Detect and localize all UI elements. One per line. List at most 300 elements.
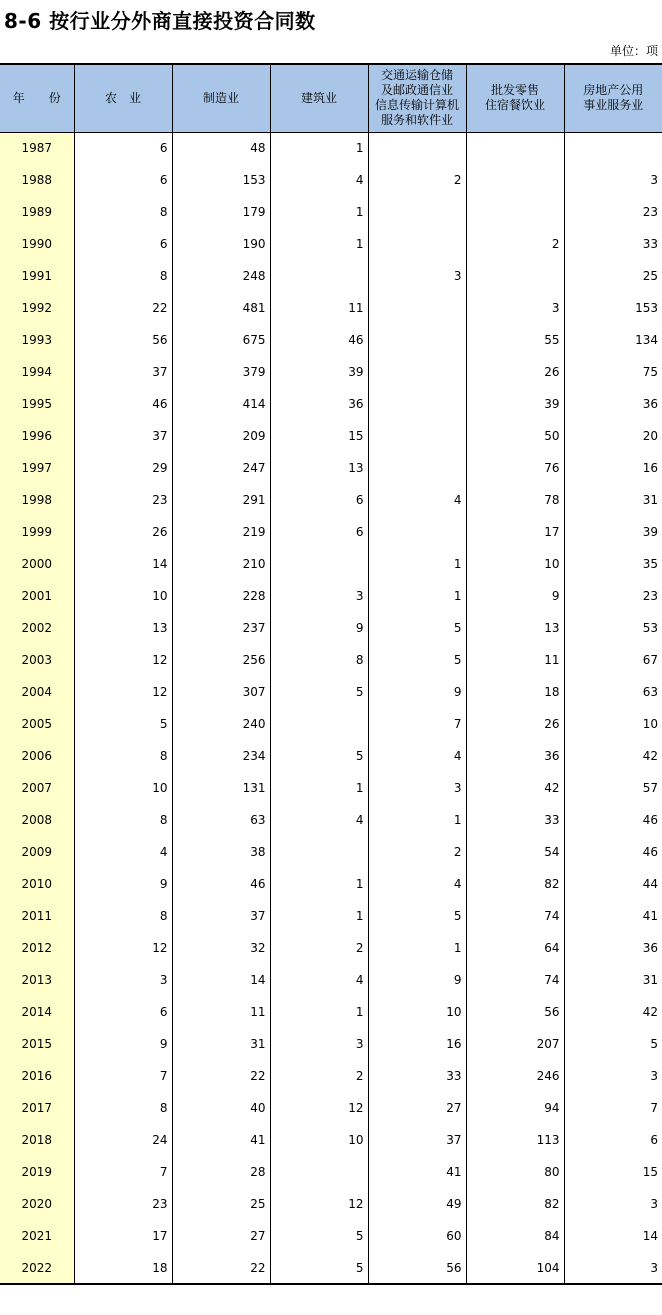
value-cell-manufacturing: 291 [172,484,270,516]
year-cell: 2014 [0,996,74,1028]
table-row [0,644,662,676]
value-cell-transport-it: 4 [368,740,466,772]
value-cell-transport-it [368,356,466,388]
value-cell-agriculture: 8 [74,900,172,932]
value-cell-manufacturing: 48 [172,132,270,164]
value-cell-construction: 3 [270,580,368,612]
value-cell-construction [270,836,368,868]
value-cell-real-estate: 3 [650,173,658,187]
value-cell-transport-it: 16 [368,1028,466,1060]
value-cell-transport-it: 9 [368,964,466,996]
value-cell-construction: 46 [270,324,368,356]
table-row [0,1188,662,1220]
year-cell: 1988 [0,164,74,196]
year-cell: 1999 [0,516,74,548]
value-cell-manufacturing: 675 [172,324,270,356]
value-cell-manufacturing: 234 [172,740,270,772]
value-cell-construction: 5 [270,740,368,772]
table-row [0,420,662,452]
value-cell-manufacturing: 247 [172,452,270,484]
value-cell-manufacturing: 11 [172,996,270,1028]
value-cell-manufacturing: 153 [172,164,270,196]
table-row [0,228,662,260]
value-cell-agriculture: 46 [74,388,172,420]
value-cell-agriculture: 8 [74,1092,172,1124]
value-cell-manufacturing: 481 [172,292,270,324]
year-cell: 1997 [0,452,74,484]
value-cell-wholesale-retail: 3 [466,292,564,324]
header-row [0,64,662,132]
value-cell-agriculture: 37 [74,420,172,452]
value-cell-real-estate: 3 [650,1069,658,1083]
value-cell-manufacturing: 31 [172,1028,270,1060]
value-cell-manufacturing: 63 [172,804,270,836]
value-cell-real-estate: 36 [642,397,658,411]
value-cell-wholesale-retail: 54 [466,836,564,868]
column-header-line: 年 份 [12,90,61,105]
value-cell-real-estate: 31 [642,973,658,987]
value-cell-agriculture: 13 [74,612,172,644]
value-cell-construction: 39 [270,356,368,388]
value-cell-construction: 3 [270,1028,368,1060]
column-header-transport-it [368,64,466,132]
value-cell-wholesale-retail: 56 [466,996,564,1028]
value-cell-wholesale-retail: 80 [466,1156,564,1188]
value-cell-agriculture: 5 [74,708,172,740]
value-cell-agriculture: 7 [74,1156,172,1188]
year-cell: 2021 [0,1220,74,1252]
year-cell: 1989 [0,196,74,228]
value-cell-manufacturing: 210 [172,548,270,580]
table-row [0,324,662,356]
value-cell-manufacturing: 32 [172,932,270,964]
value-cell-construction: 1 [270,228,368,260]
value-cell-transport-it: 56 [368,1252,466,1284]
year-cell: 1998 [0,484,74,516]
table-row [0,1252,662,1284]
table-row [0,548,662,580]
value-cell-construction [270,708,368,740]
table-row [0,1028,662,1060]
value-cell-transport-it: 7 [368,708,466,740]
year-cell: 2007 [0,772,74,804]
value-cell-wholesale-retail: 82 [466,1188,564,1220]
value-cell-transport-it: 5 [368,900,466,932]
value-cell-construction: 4 [270,164,368,196]
value-cell-construction [270,260,368,292]
value-cell-agriculture: 7 [74,1060,172,1092]
year-cell: 2015 [0,1028,74,1060]
value-cell-transport-it: 5 [368,644,466,676]
value-cell-construction: 6 [270,516,368,548]
value-cell-real-estate: 31 [642,493,658,507]
value-cell-manufacturing: 38 [172,836,270,868]
table-row [0,132,662,164]
value-cell-transport-it [368,132,466,164]
year-cell: 2020 [0,1188,74,1220]
value-cell-wholesale-retail [466,196,564,228]
value-cell-agriculture: 9 [74,868,172,900]
value-cell-wholesale-retail: 246 [466,1060,564,1092]
year-cell: 1994 [0,356,74,388]
year-cell: 2003 [0,644,74,676]
column-header-line: 服务和软件业 [380,113,453,128]
value-cell-construction: 6 [270,484,368,516]
value-cell-transport-it: 3 [368,260,466,292]
value-cell-construction: 5 [270,1252,368,1284]
year-cell: 1996 [0,420,74,452]
value-cell-agriculture: 3 [74,964,172,996]
table-row [0,964,662,996]
value-cell-real-estate: 20 [642,429,658,443]
column-header-line: 批发零售 [490,83,539,98]
column-header-line: 农 业 [104,90,141,105]
value-cell-transport-it [368,324,466,356]
value-cell-agriculture: 29 [74,452,172,484]
value-cell-real-estate: 7 [650,1101,658,1115]
year-cell: 2018 [0,1124,74,1156]
year-cell: 1995 [0,388,74,420]
value-cell-transport-it: 41 [368,1156,466,1188]
table-row [0,1220,662,1252]
value-cell-transport-it: 1 [368,932,466,964]
column-header-line: 及邮政通信业 [380,83,453,98]
value-cell-transport-it: 4 [368,484,466,516]
column-header-line: 建筑业 [300,90,337,105]
value-cell-agriculture: 56 [74,324,172,356]
column-header-real-estate [564,64,662,132]
value-cell-wholesale-retail: 78 [466,484,564,516]
value-cell-agriculture: 12 [74,932,172,964]
year-cell: 2002 [0,612,74,644]
table-row [0,292,662,324]
value-cell-real-estate: 10 [642,717,658,731]
value-cell-wholesale-retail: 13 [466,612,564,644]
value-cell-real-estate: 42 [642,1005,658,1019]
value-cell-real-estate: 53 [642,621,658,635]
value-cell-manufacturing: 414 [172,388,270,420]
value-cell-agriculture: 17 [74,1220,172,1252]
column-header-year [0,64,74,132]
value-cell-construction: 1 [270,132,368,164]
value-cell-construction: 15 [270,420,368,452]
value-cell-manufacturing: 209 [172,420,270,452]
value-cell-agriculture: 6 [74,164,172,196]
value-cell-agriculture: 37 [74,356,172,388]
value-cell-real-estate: 23 [642,205,658,219]
value-cell-wholesale-retail: 74 [466,900,564,932]
value-cell-agriculture: 22 [74,292,172,324]
value-cell-wholesale-retail: 17 [466,516,564,548]
value-cell-agriculture: 8 [74,740,172,772]
year-cell: 1993 [0,324,74,356]
value-cell-manufacturing: 27 [172,1220,270,1252]
value-cell-wholesale-retail: 84 [466,1220,564,1252]
table-row [0,196,662,228]
value-cell-wholesale-retail: 55 [466,324,564,356]
column-header-line: 住宿餐饮业 [484,98,545,113]
value-cell-wholesale-retail: 104 [466,1252,564,1284]
value-cell-transport-it: 3 [368,772,466,804]
value-cell-transport-it [368,452,466,484]
value-cell-construction: 1 [270,900,368,932]
year-cell: 2009 [0,836,74,868]
value-cell-manufacturing: 248 [172,260,270,292]
table-row [0,260,662,292]
value-cell-wholesale-retail: 18 [466,676,564,708]
value-cell-manufacturing: 25 [172,1188,270,1220]
year-cell: 2008 [0,804,74,836]
year-cell: 2012 [0,932,74,964]
value-cell-real-estate: 35 [642,557,658,571]
value-cell-transport-it: 2 [368,836,466,868]
value-cell-agriculture: 9 [74,1028,172,1060]
value-cell-real-estate: 3 [564,1252,662,1284]
column-header-line: 事业服务业 [583,98,644,113]
value-cell-wholesale-retail: 26 [466,708,564,740]
value-cell-agriculture: 8 [74,196,172,228]
year-cell: 2001 [0,580,74,612]
value-cell-agriculture: 4 [74,836,172,868]
value-cell-wholesale-retail: 10 [466,548,564,580]
year-cell: 2000 [0,548,74,580]
value-cell-wholesale-retail [466,164,564,196]
value-cell-real-estate: 3 [650,1197,658,1211]
value-cell-real-estate: 14 [642,1229,658,1243]
value-cell-wholesale-retail [466,132,564,164]
value-cell-real-estate: 46 [642,813,658,827]
value-cell-wholesale-retail: 64 [466,932,564,964]
table-row [0,388,662,420]
year-cell: 2010 [0,868,74,900]
value-cell-transport-it [368,228,466,260]
value-cell-construction: 5 [270,1220,368,1252]
year-cell: 2017 [0,1092,74,1124]
column-header-line: 房地产公用 [583,83,644,98]
column-header-construction [270,64,368,132]
value-cell-transport-it: 37 [368,1124,466,1156]
value-cell-construction: 1 [270,868,368,900]
value-cell-real-estate: 134 [635,333,658,347]
value-cell-manufacturing: 22 [172,1252,270,1284]
value-cell-wholesale-retail: 9 [466,580,564,612]
value-cell-wholesale-retail: 94 [466,1092,564,1124]
value-cell-construction: 10 [270,1124,368,1156]
value-cell-manufacturing: 190 [172,228,270,260]
value-cell-agriculture: 6 [74,228,172,260]
value-cell-agriculture: 6 [74,996,172,1028]
value-cell-manufacturing: 379 [172,356,270,388]
year-cell: 1990 [0,228,74,260]
table-row [0,708,662,740]
value-cell-manufacturing: 237 [172,612,270,644]
year-cell: 2013 [0,964,74,996]
value-cell-construction: 8 [270,644,368,676]
value-cell-manufacturing: 228 [172,580,270,612]
value-cell-transport-it [368,388,466,420]
value-cell-real-estate: 33 [642,237,658,251]
value-cell-real-estate: 25 [642,269,658,283]
table-row [0,868,662,900]
year-cell: 2005 [0,708,74,740]
value-cell-manufacturing: 307 [172,676,270,708]
value-cell-transport-it: 10 [368,996,466,1028]
year-cell: 1987 [0,132,74,164]
value-cell-transport-it: 1 [368,548,466,580]
value-cell-agriculture: 10 [74,580,172,612]
data-table [0,63,662,1285]
value-cell-real-estate: 42 [642,749,658,763]
value-cell-wholesale-retail: 11 [466,644,564,676]
value-cell-agriculture: 10 [74,772,172,804]
value-cell-wholesale-retail: 82 [466,868,564,900]
value-cell-manufacturing: 219 [172,516,270,548]
value-cell-transport-it [368,420,466,452]
value-cell-real-estate: 5 [650,1037,658,1051]
value-cell-agriculture: 12 [74,676,172,708]
table-row [0,804,662,836]
value-cell-construction: 9 [270,612,368,644]
table-row [0,1092,662,1124]
column-header-manufacturing [172,64,270,132]
table-row [0,1156,662,1188]
value-cell-manufacturing: 22 [172,1060,270,1092]
value-cell-construction: 5 [270,676,368,708]
table-row [0,452,662,484]
value-cell-wholesale-retail: 36 [466,740,564,772]
value-cell-manufacturing: 28 [172,1156,270,1188]
value-cell-manufacturing: 179 [172,196,270,228]
column-header-line: 交通运输仓储 [380,68,453,83]
value-cell-transport-it: 1 [368,580,466,612]
value-cell-agriculture: 6 [74,132,172,164]
value-cell-agriculture: 24 [74,1124,172,1156]
value-cell-agriculture: 14 [74,548,172,580]
column-header-line: 信息传输计算机 [374,98,459,113]
value-cell-real-estate: 57 [642,781,658,795]
year-cell: 2004 [0,676,74,708]
column-header-wholesale-retail [466,64,564,132]
column-header-line: 制造业 [202,90,239,105]
value-cell-construction: 2 [270,1060,368,1092]
value-cell-transport-it: 60 [368,1220,466,1252]
value-cell-agriculture: 18 [74,1252,172,1284]
table-row [0,676,662,708]
table-row [0,740,662,772]
value-cell-manufacturing: 41 [172,1124,270,1156]
page-title: 8-6 按行业分外商直接投资合同数 [4,9,316,33]
table-row [0,580,662,612]
table-row [0,900,662,932]
value-cell-wholesale-retail: 207 [466,1028,564,1060]
year-cell: 2016 [0,1060,74,1092]
value-cell-manufacturing: 240 [172,708,270,740]
value-cell-real-estate: 63 [642,685,658,699]
value-cell-manufacturing: 40 [172,1092,270,1124]
table-row [0,996,662,1028]
value-cell-transport-it [368,196,466,228]
value-cell-manufacturing: 14 [172,964,270,996]
year-cell: 1992 [0,292,74,324]
value-cell-construction [270,1156,368,1188]
value-cell-manufacturing: 46 [172,868,270,900]
table-row [0,516,662,548]
value-cell-agriculture: 8 [74,804,172,836]
year-cell: 2011 [0,900,74,932]
value-cell-agriculture: 12 [74,644,172,676]
table-body [0,132,662,1284]
table-row [0,1124,662,1156]
value-cell-wholesale-retail: 42 [466,772,564,804]
year-cell: 2006 [0,740,74,772]
value-cell-wholesale-retail: 74 [466,964,564,996]
value-cell-wholesale-retail: 39 [466,388,564,420]
value-cell-real-estate: 16 [642,461,658,475]
table-row [0,836,662,868]
value-cell-agriculture: 23 [74,1188,172,1220]
value-cell-wholesale-retail [466,260,564,292]
value-cell-real-estate: 39 [642,525,658,539]
value-cell-wholesale-retail: 33 [466,804,564,836]
table-row [0,1060,662,1092]
value-cell-construction: 1 [270,996,368,1028]
table-row [0,356,662,388]
value-cell-real-estate: 36 [642,941,658,955]
value-cell-transport-it: 9 [368,676,466,708]
value-cell-real-estate: 6 [650,1133,658,1147]
value-cell-real-estate: 41 [642,909,658,923]
value-cell-construction: 12 [270,1092,368,1124]
table-row [0,932,662,964]
value-cell-real-estate: 153 [635,301,658,315]
value-cell-transport-it [368,292,466,324]
value-cell-manufacturing: 131 [172,772,270,804]
table-header [0,64,662,132]
table-row [0,772,662,804]
value-cell-manufacturing: 256 [172,644,270,676]
value-cell-construction: 36 [270,388,368,420]
table-row [0,484,662,516]
year-cell: 2019 [0,1156,74,1188]
value-cell-real-estate [564,132,662,164]
value-cell-wholesale-retail: 26 [466,356,564,388]
value-cell-manufacturing: 37 [172,900,270,932]
column-header-agriculture [74,64,172,132]
value-cell-construction: 4 [270,964,368,996]
value-cell-transport-it: 33 [368,1060,466,1092]
value-cell-real-estate: 67 [642,653,658,667]
table-row [0,164,662,196]
value-cell-construction: 13 [270,452,368,484]
table-row [0,612,662,644]
value-cell-construction: 12 [270,1188,368,1220]
value-cell-construction [270,548,368,580]
value-cell-real-estate: 46 [642,845,658,859]
unit-label: 单位：项 [609,44,658,58]
value-cell-real-estate: 15 [642,1165,658,1179]
year-cell: 1991 [0,260,74,292]
value-cell-construction: 1 [270,196,368,228]
value-cell-agriculture: 23 [74,484,172,516]
value-cell-transport-it: 1 [368,804,466,836]
value-cell-real-estate: 75 [642,365,658,379]
value-cell-transport-it [368,516,466,548]
value-cell-agriculture: 26 [74,516,172,548]
value-cell-transport-it: 5 [368,612,466,644]
value-cell-wholesale-retail: 113 [466,1124,564,1156]
value-cell-transport-it: 27 [368,1092,466,1124]
value-cell-construction: 1 [270,772,368,804]
